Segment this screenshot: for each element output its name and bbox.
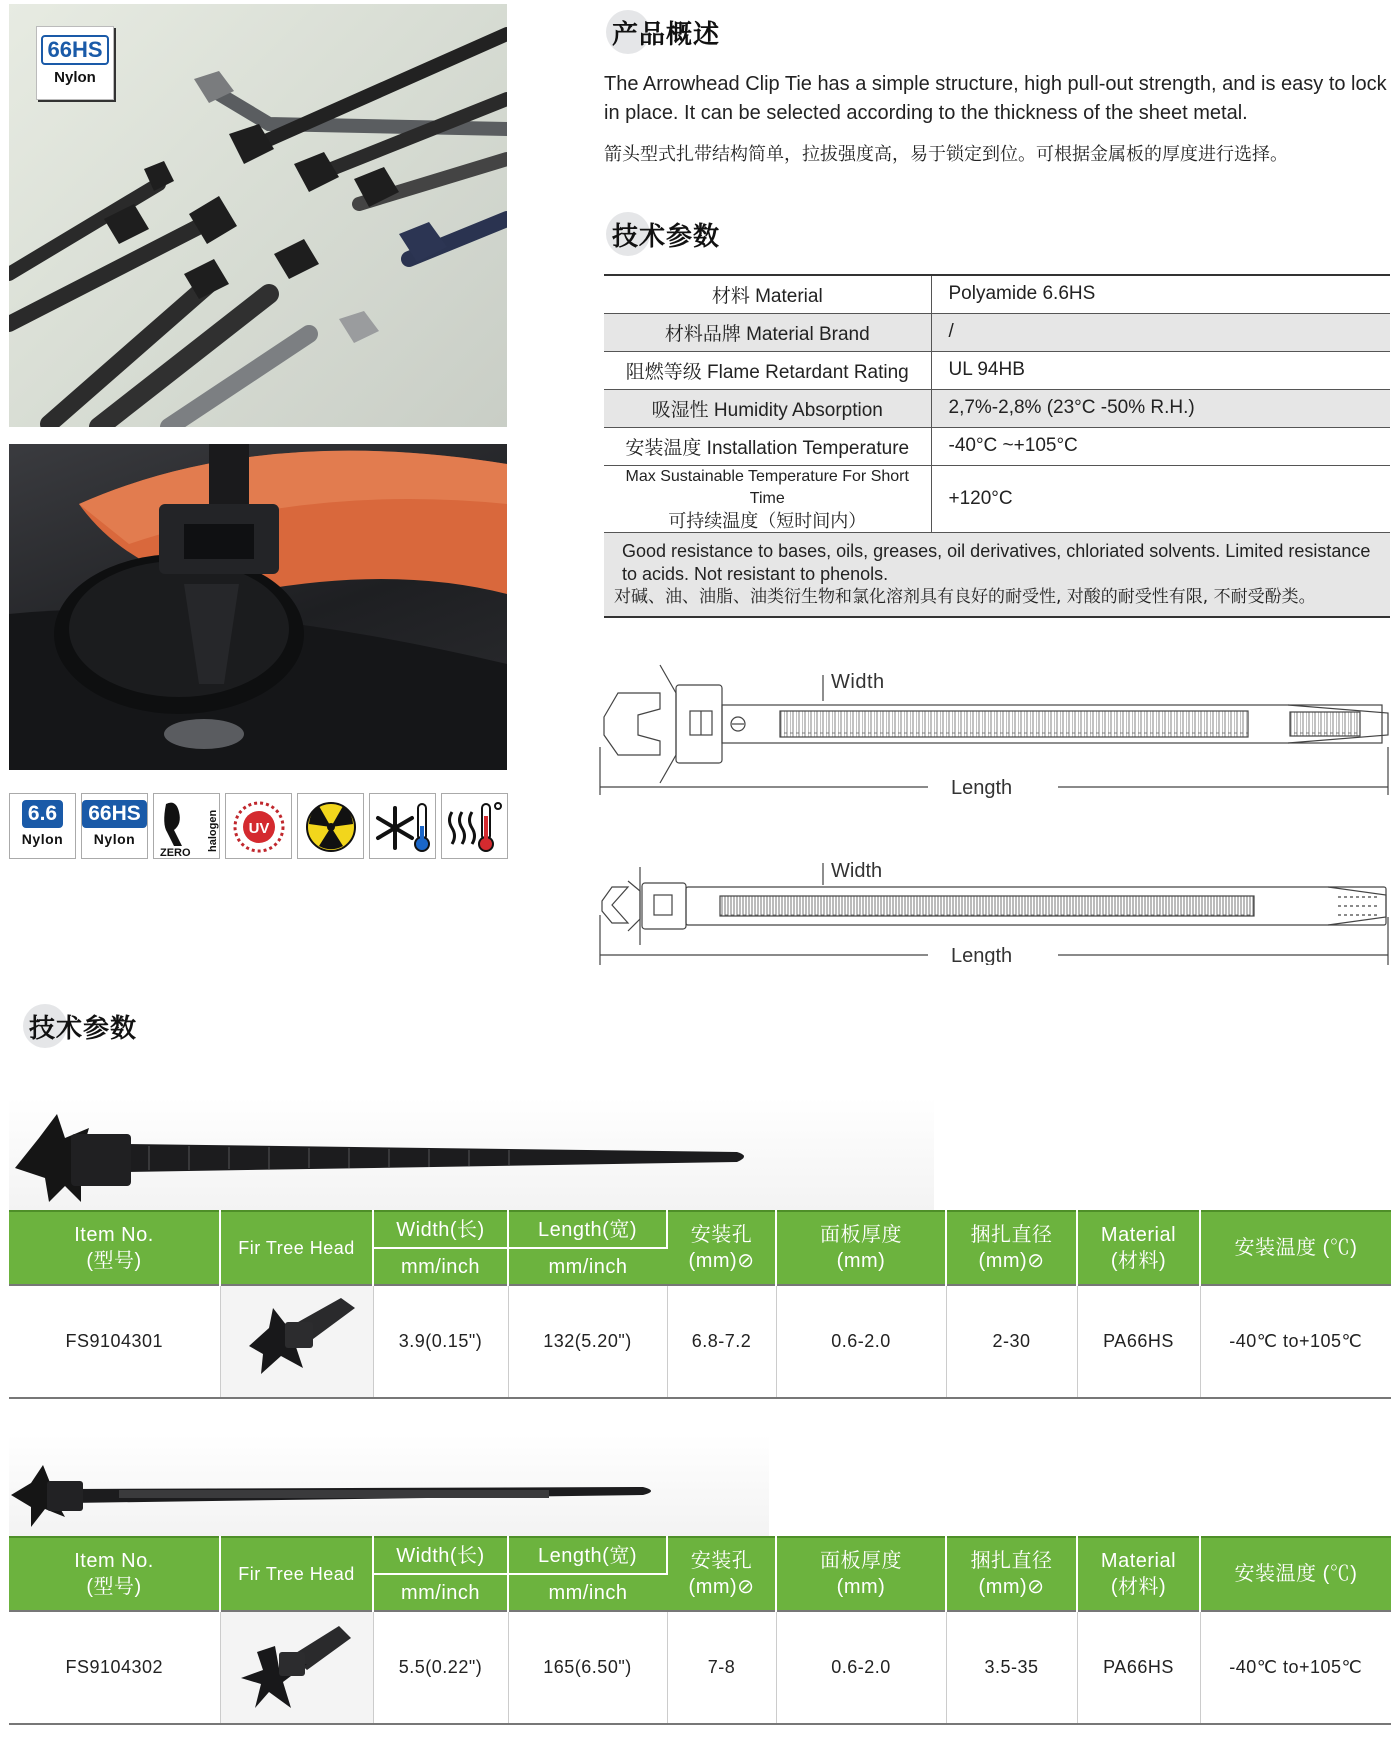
col-length: Length(宽) [508, 1537, 667, 1574]
fir-tree-head-image-cell [220, 1611, 373, 1724]
col-item-no: Item No. (型号) [9, 1211, 220, 1285]
temp-cell: -40℃ to+105℃ [1200, 1611, 1391, 1724]
products-heading: 技术参数 [29, 1008, 137, 1045]
length-label-2: Length [951, 945, 1013, 965]
spec-key-zh: 可持续温度（短时间内） [668, 510, 867, 531]
col-width-unit: mm/inch [373, 1574, 508, 1611]
spec-row [604, 313, 1390, 351]
col-width-unit: mm/inch [373, 1248, 508, 1285]
length-label-1: Length [951, 777, 1013, 799]
overview-text-zh: 箭头型式扎带结构简单，拉拔强度高，易于锁定到位。可根据金属板的厚度进行选择。 [604, 144, 1288, 165]
spec-key: 安装温度 Installation Temperature [604, 427, 931, 465]
fir-tree-head-image-cell [220, 1285, 373, 1398]
spec-key [604, 465, 931, 532]
item-no-cell: FS9104302 [9, 1611, 220, 1724]
fir-tree-head-image-1 [221, 1286, 373, 1392]
spec-value: +120°C [931, 465, 1390, 532]
temp-cell: -40℃ to+105℃ [1200, 1285, 1391, 1398]
col-head: Fir Tree Head [220, 1537, 373, 1611]
width-cell: 3.9(0.15") [373, 1285, 508, 1398]
col-length: Length(宽) [508, 1211, 667, 1248]
installed-clip-image [9, 444, 507, 770]
material-cell: PA66HS [1077, 1285, 1200, 1398]
hole-cell: 7-8 [667, 1611, 776, 1724]
zero-halogen-zero-text: ZERO [160, 847, 191, 859]
item-no-cell: FS9104301 [9, 1285, 220, 1398]
table-row [9, 1611, 1391, 1724]
cold-resistant-icon [369, 793, 436, 859]
material-cell: PA66HS [1077, 1611, 1200, 1724]
width-label-1: Width [831, 671, 885, 693]
radiation-icon [297, 793, 364, 859]
spec-row [604, 351, 1390, 389]
spec-key: 阻燃等级 Flame Retardant Rating [604, 351, 931, 389]
spec-value: Polyamide 6.6HS [931, 275, 1390, 313]
spec-key-en: Max Sustainable Temperature For Short Time [625, 467, 909, 507]
col-temp: 安装温度 (℃) [1200, 1211, 1391, 1285]
col-item-no: Item No. (型号) [9, 1537, 220, 1611]
width-label-2: Width [831, 860, 883, 882]
col-width: Width(长) [373, 1211, 508, 1248]
col-material: Material (材料) [1077, 1537, 1200, 1611]
spec-value: UL 94HB [931, 351, 1390, 389]
hole-cell: 6.8-7.2 [667, 1285, 776, 1398]
col-length-unit: mm/inch [508, 1248, 667, 1285]
spec-key: 吸湿性 Humidity Absorption [604, 389, 931, 427]
table-row [9, 1285, 1391, 1398]
col-hole: 安装孔 (mm)⊘ [667, 1537, 776, 1611]
zero-halogen-halogen-text: halogen [207, 809, 219, 852]
material-66hs-nylon-badge: 66HS Nylon [36, 26, 114, 100]
spec-row [604, 275, 1390, 313]
spec-row [604, 389, 1390, 427]
col-width: Width(长) [373, 1537, 508, 1574]
nylon-66hs-icon: 66HS Nylon [81, 793, 148, 859]
chemical-resistance-note [604, 532, 1390, 617]
cable-tie-image-1 [9, 1098, 934, 1210]
spec-value: 2,7%-2,8% (23°C -50% R.H.) [931, 389, 1390, 427]
product-table-fs9104302 [9, 1536, 1391, 1725]
col-length-unit: mm/inch [508, 1574, 667, 1611]
col-panel: 面板厚度 (mm) [776, 1211, 946, 1285]
note-en: Good resistance to bases, oils, greases, oil derivatives, chloriated solvents. Limited resistance to acids. Not resistant to phenols. [622, 540, 1371, 584]
cable-tie-image-2 [9, 1435, 769, 1536]
spec-row [604, 465, 1390, 532]
uv-text: UV [248, 820, 270, 837]
col-hole: 安装孔 (mm)⊘ [667, 1211, 776, 1285]
col-temp: 安装温度 (℃) [1200, 1537, 1391, 1611]
zero-halogen-icon [153, 793, 220, 859]
nylon-66-icon: 6.6 Nylon [9, 793, 76, 859]
spec-value: -40°C ~+105°C [931, 427, 1390, 465]
spec-row [604, 427, 1390, 465]
spec-value: / [931, 313, 1390, 351]
length-cell: 165(6.50") [508, 1611, 667, 1724]
col-bundle: 捆扎直径 (mm)⊘ [946, 1537, 1077, 1611]
product-photo-installed [9, 444, 507, 770]
spec-key: 材料品牌 Material Brand [604, 313, 931, 351]
panel-cell: 0.6-2.0 [776, 1285, 946, 1398]
dimension-drawings [598, 655, 1392, 965]
product-photo-assortment [9, 4, 507, 427]
width-cell: 5.5(0.22") [373, 1611, 508, 1724]
overview-text-en: The Arrowhead Clip Tie has a simple structure, high pull-out strength, and is easy to lock in place. It can be selected according to the thickness of the sheet metal. [604, 73, 1387, 124]
product-banner-fs9104301 [9, 1098, 934, 1210]
bundle-cell: 3.5-35 [946, 1611, 1077, 1724]
fir-tree-head-image-2 [221, 1612, 373, 1718]
spec-key: 材料 Material [604, 275, 931, 313]
product-banner-fs9104302 [9, 1435, 769, 1536]
product-table-fs9104301 [9, 1210, 1391, 1399]
spec-table [604, 274, 1390, 618]
overview-heading: 产品概述 [612, 14, 720, 51]
bundle-cell: 2-30 [946, 1285, 1077, 1398]
uv-resistant-icon [225, 793, 292, 859]
note-zh: 对碱、油、油脂、油类衍生物和氯化溶剂具有良好的耐受性, 对酸的耐受性有限, 不耐受酚类。 [614, 586, 1316, 607]
drawing-type-a [600, 665, 1388, 795]
col-bundle: 捆扎直径 (mm)⊘ [946, 1211, 1077, 1285]
tech-params-heading: 技术参数 [612, 216, 720, 253]
col-panel: 面板厚度 (mm) [776, 1537, 946, 1611]
length-cell: 132(5.20") [508, 1285, 667, 1398]
panel-cell: 0.6-2.0 [776, 1611, 946, 1724]
spec-note-row [604, 532, 1390, 617]
heat-resistant-icon [441, 793, 508, 859]
col-head: Fir Tree Head [220, 1211, 373, 1285]
col-material: Material (材料) [1077, 1211, 1200, 1285]
